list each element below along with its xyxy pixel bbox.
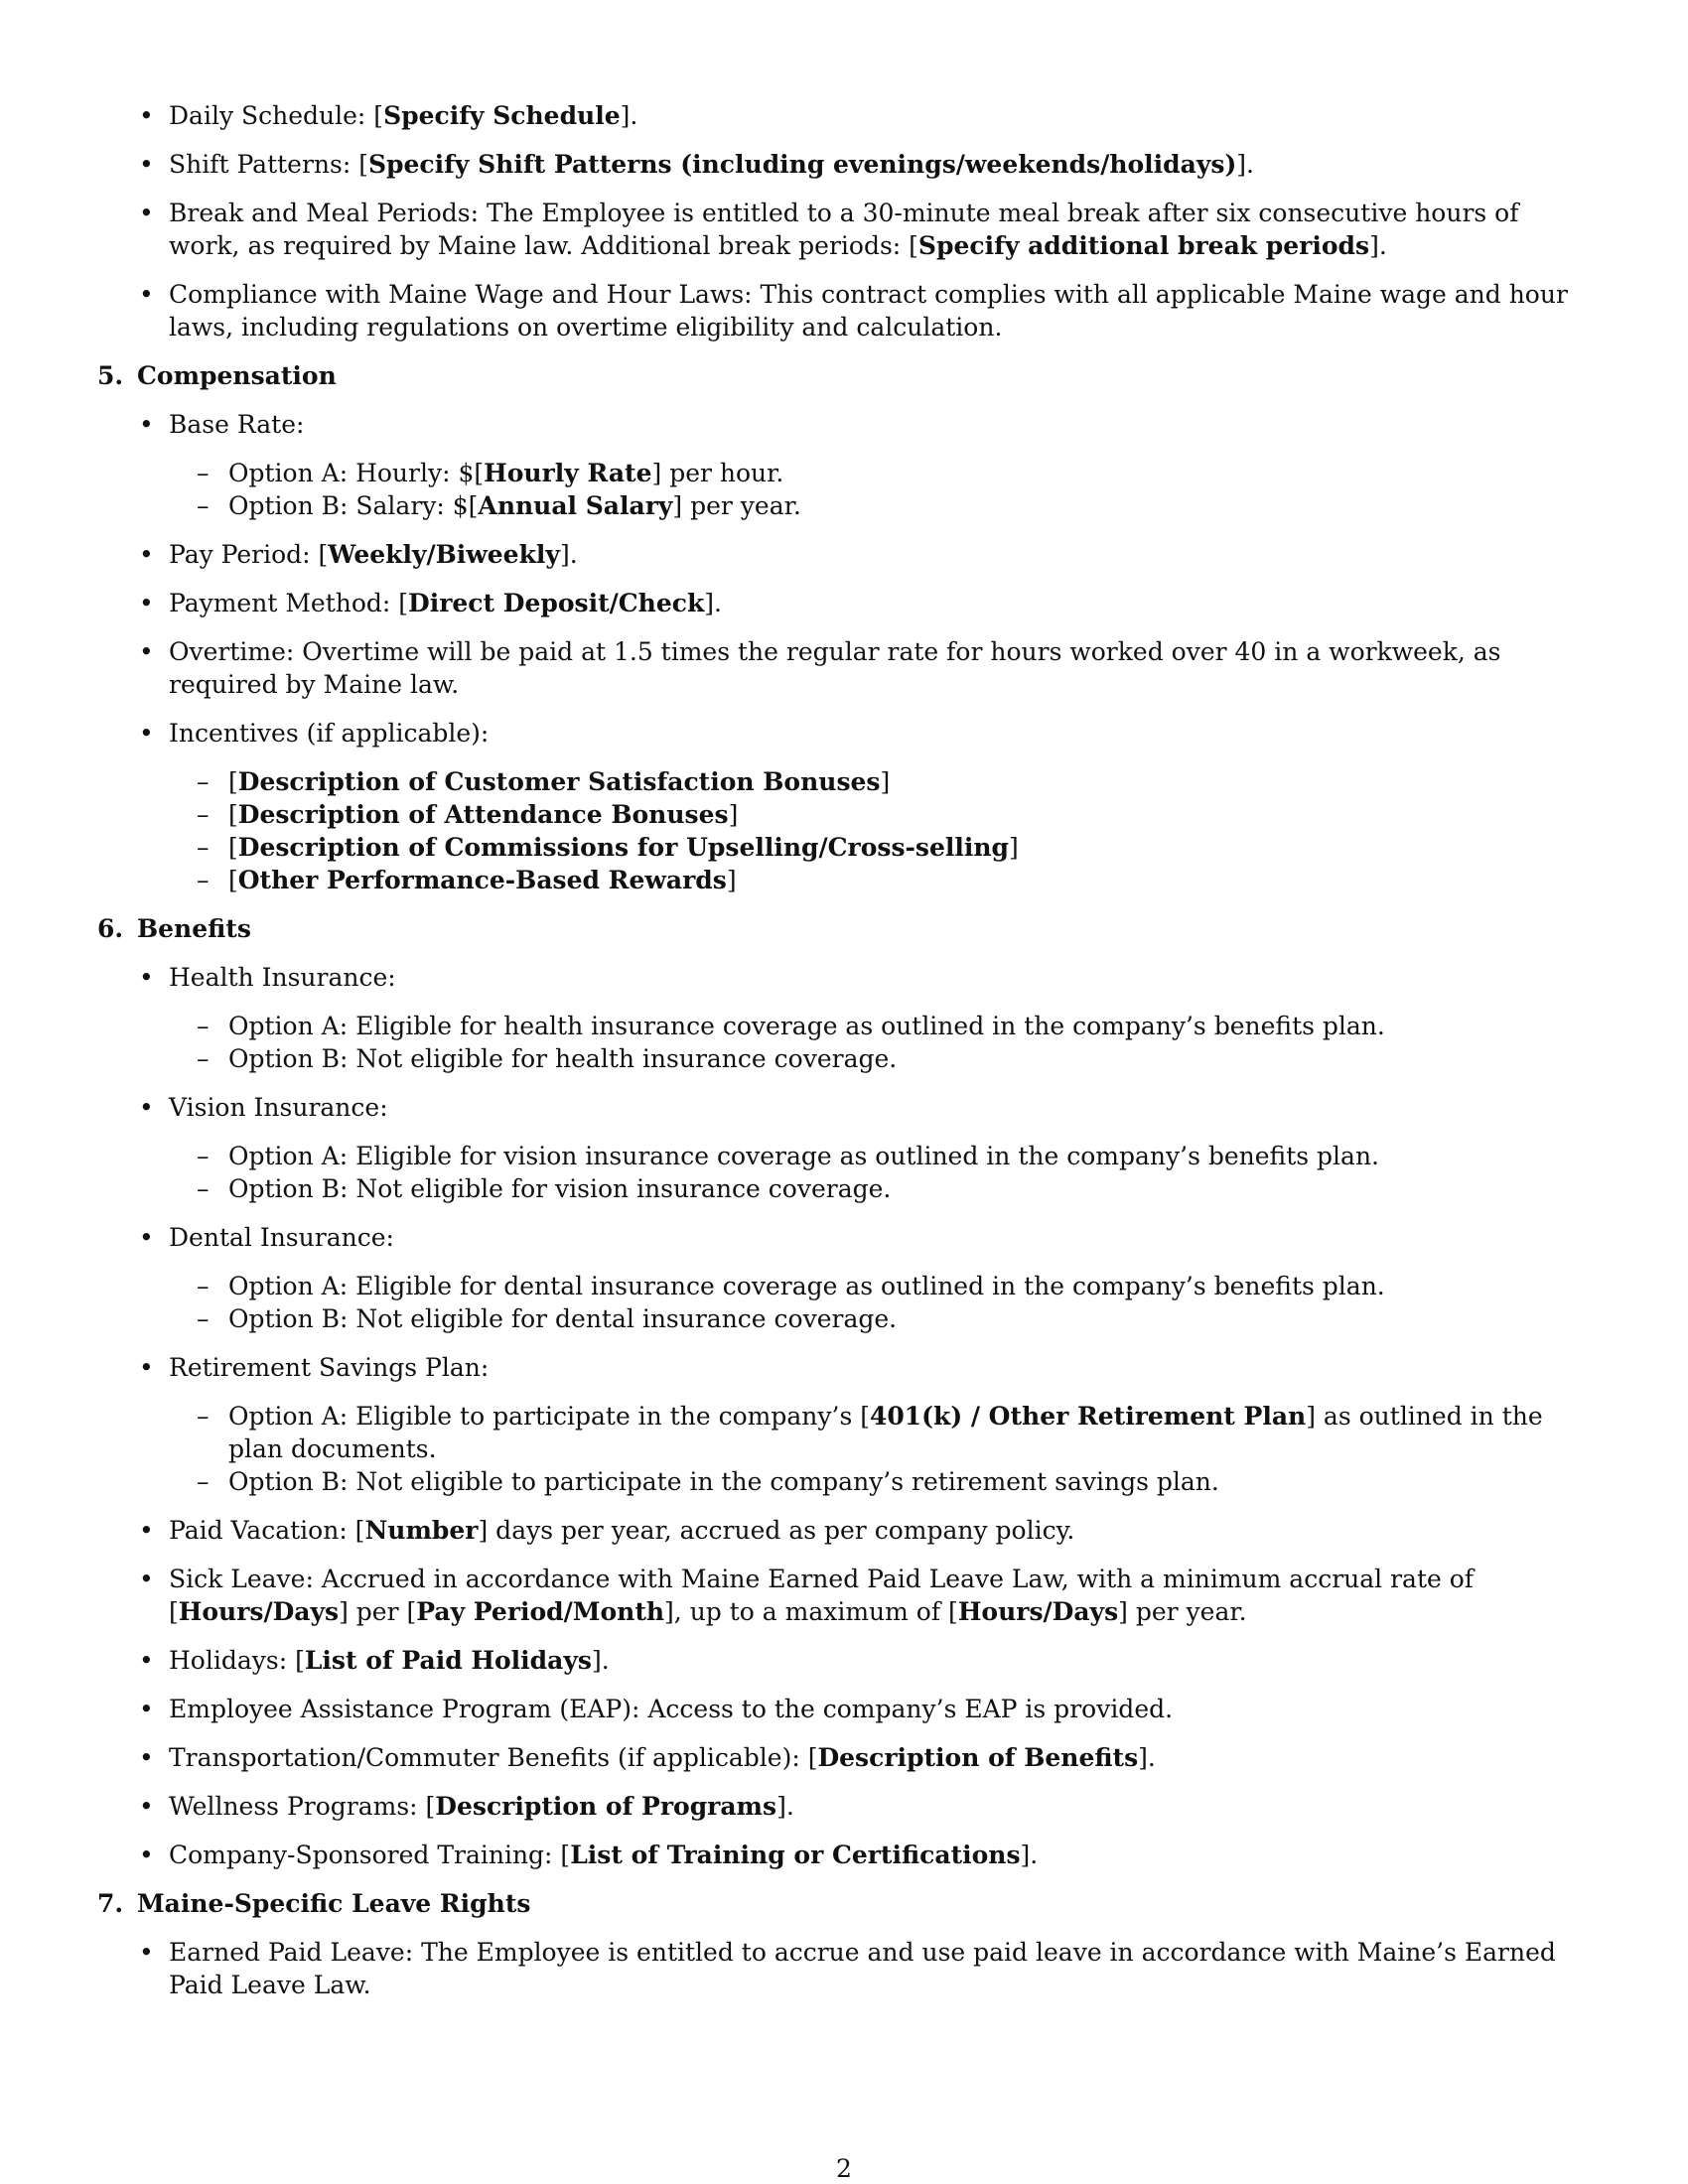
list-item-dental-insurance: • Dental Insurance: – Option A: Eligible for dental insurance coverage as outlined in the company’s benefits plan. – Option B: Not eligible for dental insurance coverage. <box>97 1221 1589 1335</box>
sub-item-option-b: – Option B: Salary: $[Annual Salary] per year. <box>97 489 1589 522</box>
sub-list-incentives <box>169 765 1589 896</box>
list-item-overtime: • Overtime: Overtime will be paid at 1.5 times the regular rate for hours worked over 40 in a workweek, as required by Maine law. <box>97 635 1589 701</box>
sub-list-vision <box>169 1140 1589 1205</box>
placeholder-field: Direct Deposit/Check <box>408 589 705 617</box>
placeholder-field: Hourly Rate <box>484 459 652 487</box>
sub-item-incentive: – [Description of Customer Satisfaction Bonuses] <box>97 765 1589 798</box>
sub-item-option-a: – Option A: Eligible for vision insurance coverage as outlined in the company’s benefits plan. <box>97 1140 1589 1172</box>
section-heading-compensation: 5. Compensation <box>97 361 337 390</box>
placeholder-field: List of Training or Certifications <box>570 1841 1021 1869</box>
placeholder-field: Description of Benefits <box>817 1743 1139 1772</box>
list-item-wellness: • Wellness Programs: [Description of Programs]. <box>97 1790 1589 1823</box>
placeholder-field: Description of Attendance Bonuses <box>237 800 729 829</box>
placeholder-field: Description of Commissions for Upselling/Cross-selling <box>237 833 1010 862</box>
list-item-breaks: • Break and Meal Periods: The Employee is entitled to a 30-minute meal break after six consecutive hours of work, as required by Maine law. Additional break periods: [Specify additional break periods]. <box>97 197 1589 262</box>
sub-item-option-a: – Option A: Hourly: $[Hourly Rate] per hour. <box>97 457 1589 489</box>
placeholder-field: Pay Period/Month <box>416 1597 665 1626</box>
sub-item-option-a: – Option A: Eligible for dental insurance coverage as outlined in the company’s benefits plan. <box>97 1270 1589 1302</box>
sub-list-base-rate <box>169 457 1589 522</box>
placeholder-field: Hours/Days <box>957 1597 1119 1626</box>
placeholder-field: Specify Shift Patterns (including evenings/weekends/holidays) <box>367 150 1237 179</box>
sub-item-option-b: – Option B: Not eligible to participate in the company’s retirement savings plan. <box>97 1465 1589 1498</box>
sub-item-option-a: – Option A: Eligible to participate in the company’s [401(k) / Other Retirement Plan] as outlined in the plan documents. <box>97 1400 1589 1465</box>
list-item-compliance: • Compliance with Maine Wage and Hour Laws: This contract complies with all applicable Maine wage and hour laws, including regulations on overtime eligibility and calculation. <box>97 278 1589 343</box>
placeholder-field: Specify Schedule <box>383 101 621 130</box>
list-item-earned-paid-leave: • Earned Paid Leave: The Employee is entitled to accrue and use paid leave in accordance with Maine’s Earned Paid Leave Law. <box>97 1936 1589 2001</box>
sub-list-health <box>169 1010 1589 1075</box>
list-item-payment-method: • Payment Method: [Direct Deposit/Check]. <box>97 587 1589 619</box>
sub-item-option-a: – Option A: Eligible for health insurance coverage as outlined in the company’s benefits plan. <box>97 1010 1589 1042</box>
list-item-shift-patterns: • Shift Patterns: [Specify Shift Patterns (including evenings/weekends/holidays)]. <box>97 148 1589 181</box>
list-item-daily-schedule: • Daily Schedule: [Specify Schedule]. <box>97 99 1589 132</box>
page-content <box>97 99 1589 2017</box>
placeholder-field: Annual Salary <box>478 491 673 520</box>
list-item-holidays: • Holidays: [List of Paid Holidays]. <box>97 1644 1589 1677</box>
placeholder-field: Description of Customer Satisfaction Bonuses <box>237 767 881 796</box>
list-item-eap: • Employee Assistance Program (EAP): Access to the company’s EAP is provided. <box>97 1693 1589 1725</box>
placeholder-field: Other Performance-Based Rewards <box>237 866 727 894</box>
list-item-training: • Company-Sponsored Training: [List of Training or Certifications]. <box>97 1839 1589 1871</box>
placeholder-field: Hours/Days <box>178 1597 340 1626</box>
list-item-retirement: • Retirement Savings Plan: – Option A: Eligible to participate in the company’s [401(k) / Other Retirement Plan] as outlined in the plan documents. – Option B: Not eligible to participate in the company’s retirement savings plan. <box>97 1351 1589 1498</box>
placeholder-field: 401(k) / Other Retirement Plan <box>869 1402 1307 1431</box>
list-item-vision-insurance: • Vision Insurance: – Option A: Eligible for vision insurance coverage as outlined in the company’s benefits plan. – Option B: Not eligible for vision insurance coverage. <box>97 1091 1589 1205</box>
sub-list-dental <box>169 1270 1589 1335</box>
list-item-incentives: • Incentives (if applicable): – [Description of Customer Satisfaction Bonuses] – [Description of Attendance Bonuses] – [Description of Commissions for Upselling/Cross-selling] – [Other Performance-Based Rewards] <box>97 717 1589 896</box>
placeholder-field: Number <box>364 1516 479 1545</box>
placeholder-field: Specify additional break periods <box>917 231 1370 260</box>
list-item-pay-period: • Pay Period: [Weekly/Biweekly]. <box>97 538 1589 571</box>
placeholder-field: Weekly/Biweekly <box>328 540 560 569</box>
list-item-transportation: • Transportation/Commuter Benefits (if applicable): [Description of Benefits]. <box>97 1741 1589 1774</box>
placeholder-field: List of Paid Holidays <box>304 1646 592 1675</box>
sub-item-option-b: – Option B: Not eligible for health insurance coverage. <box>97 1042 1589 1075</box>
sub-item-option-b: – Option B: Not eligible for dental insurance coverage. <box>97 1302 1589 1335</box>
sub-item-incentive: – [Description of Commissions for Upselling/Cross-selling] <box>97 831 1589 864</box>
placeholder-field: Description of Programs <box>435 1792 777 1821</box>
list-item-health-insurance: • Health Insurance: – Option A: Eligible for health insurance coverage as outlined in the company’s benefits plan. – Option B: Not eligible for health insurance coverage. <box>97 961 1589 1075</box>
sub-item-incentive: – [Other Performance-Based Rewards] <box>97 864 1589 896</box>
list-item-sick-leave: • Sick Leave: Accrued in accordance with Maine Earned Paid Leave Law, with a minimum accrual rate of [Hours/Days] per [Pay Period/Month], up to a maximum of [Hours/Days] per year. <box>97 1563 1589 1628</box>
page-number: 2 <box>836 2154 852 2183</box>
sub-item-incentive: – [Description of Attendance Bonuses] <box>97 798 1589 831</box>
list-item-base-rate: • Base Rate: – Option A: Hourly: $[Hourly Rate] per hour. – Option B: Salary: $[Annual Salary] per year. <box>97 408 1589 522</box>
sub-list-retirement <box>169 1400 1589 1498</box>
section-heading-leave-rights: 7. Maine-Specific Leave Rights <box>97 1889 531 1918</box>
section-heading-benefits: 6. Benefits <box>97 914 251 943</box>
sub-item-option-b: – Option B: Not eligible for vision insurance coverage. <box>97 1172 1589 1205</box>
list-item-paid-vacation: • Paid Vacation: [Number] days per year, accrued as per company policy. <box>97 1514 1589 1547</box>
